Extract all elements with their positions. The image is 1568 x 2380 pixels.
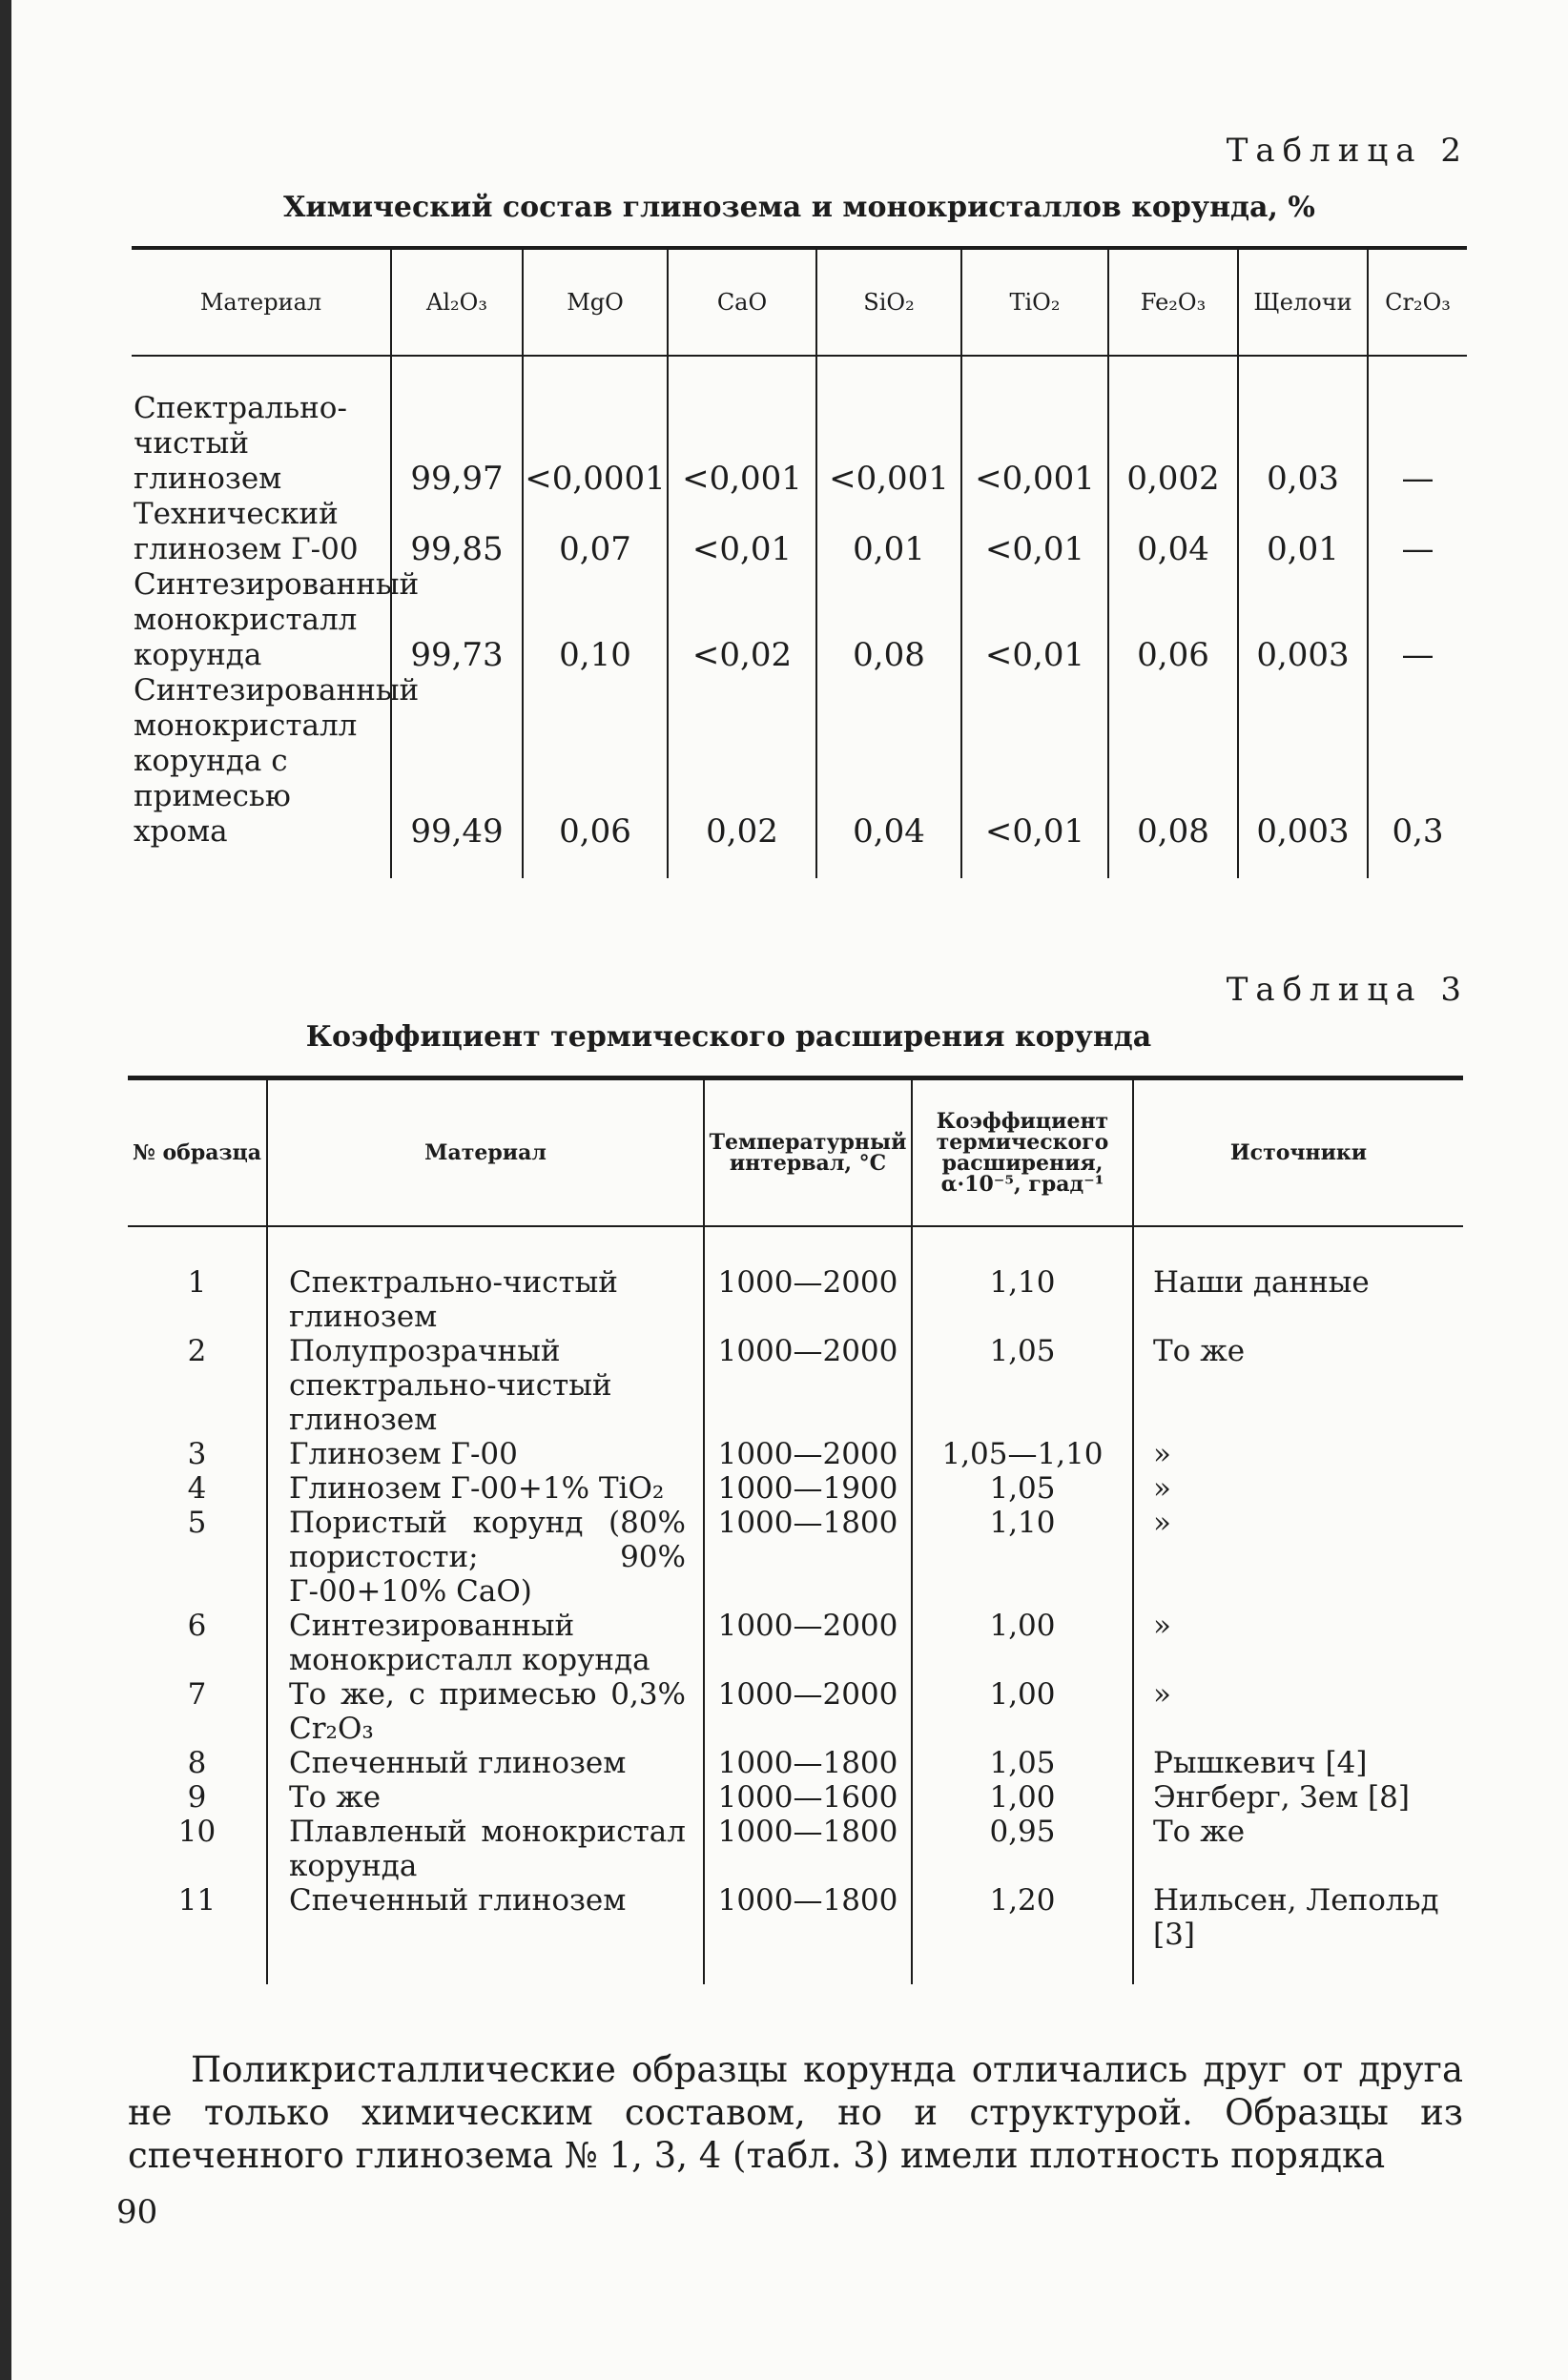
t2-col-al2o3: Al₂O₃: [391, 248, 523, 356]
t3-material: Глинозем Г-00: [267, 1437, 704, 1471]
t3-range: 1000—1600: [704, 1780, 912, 1815]
t3-num: 3: [187, 1437, 207, 1471]
t2-cell: 99,85: [391, 497, 523, 567]
page-binding-edge: [0, 0, 11, 2380]
t2-cell: 0,01: [1238, 497, 1368, 567]
t2-cell: 0,01: [816, 497, 961, 567]
table3-label: Таблица 3: [1226, 971, 1469, 1009]
table3: [128, 1076, 1463, 1984]
t2-cell: 0,08: [1108, 673, 1238, 878]
t2-cell: <0,001: [816, 356, 961, 497]
table-row: [128, 1780, 1463, 1815]
t2-col-sio2: SiO₂: [816, 248, 961, 356]
t3-coef: 1,05—1,10: [912, 1437, 1133, 1471]
t3-range: 1000—1800: [704, 1506, 912, 1609]
t2-cell: 0,06: [523, 673, 668, 878]
t2-cell: 0,003: [1238, 673, 1368, 878]
t3-source: Наши данные: [1133, 1226, 1463, 1334]
t3-source: Нильсен, Лепольд [3]: [1133, 1883, 1463, 1984]
t2-material: Синтезированный монокристалл корунда с примесью хрома: [134, 673, 420, 849]
t2-cell: 0,08: [816, 567, 961, 673]
table-row: [132, 673, 1467, 878]
t2-col-alkali: Щелочи: [1238, 248, 1368, 356]
table-row: [132, 497, 1467, 567]
t2-cell: <0,001: [668, 356, 816, 497]
t3-material: Полупрозрачный спектрально-чистый глинозем: [267, 1334, 704, 1437]
t3-material: Плавленый монокристал корунда: [267, 1815, 704, 1883]
t2-cell: <0,02: [668, 567, 816, 673]
t3-source: »: [1133, 1506, 1463, 1609]
t2-cell: 0,002: [1108, 356, 1238, 497]
t3-coef: 1,20: [912, 1883, 1133, 1984]
t3-num: 11: [177, 1883, 217, 1918]
t3-range: 1000—2000: [704, 1437, 912, 1471]
t3-num: 7: [187, 1677, 207, 1712]
t2-col-mgo: MgO: [523, 248, 668, 356]
t3-source: »: [1133, 1677, 1463, 1746]
t3-col-coef: Коэффициент термического расширения, α·10⁻⁵, град⁻¹: [912, 1078, 1133, 1227]
t2-cell: <0,001: [961, 356, 1108, 497]
t2-cell: 0,07: [523, 497, 668, 567]
t3-range: 1000—1800: [704, 1815, 912, 1883]
t2-cell: —: [1368, 567, 1467, 673]
t3-num: 2: [187, 1334, 207, 1368]
t2-cell: 99,73: [391, 567, 523, 673]
t3-range: 1000—1900: [704, 1471, 912, 1506]
t3-material: То же: [267, 1780, 704, 1815]
t3-range: 1000—2000: [704, 1226, 912, 1334]
t3-col-num: № образца: [128, 1078, 267, 1227]
t2-cell: 99,97: [391, 356, 523, 497]
t2-cell: <0,01: [668, 497, 816, 567]
t3-coef: 1,05: [912, 1471, 1133, 1506]
t3-source: Рышкевич [4]: [1133, 1746, 1463, 1780]
table-row: [128, 1883, 1463, 1984]
t3-material: Глинозем Г-00+1% TiO₂: [267, 1471, 704, 1506]
t3-num: 9: [187, 1780, 207, 1815]
t3-material: Спектрально-чистый глинозем: [267, 1226, 704, 1334]
t3-coef: 1,00: [912, 1677, 1133, 1746]
t3-source: То же: [1133, 1334, 1463, 1437]
table-row: [128, 1506, 1463, 1609]
t2-cell: 0,04: [816, 673, 961, 878]
table2-title: Химический состав глинозема и монокристаллов корунда, %: [283, 191, 1315, 224]
t3-coef: 0,95: [912, 1815, 1133, 1883]
t3-coef: 1,00: [912, 1609, 1133, 1677]
table-row: [128, 1437, 1463, 1471]
t3-material: То же, с примесью 0,3% Cr₂O₃: [267, 1677, 704, 1746]
t2-cell: —: [1368, 356, 1467, 497]
t3-range: 1000—2000: [704, 1609, 912, 1677]
t3-material: Пористый корунд (80% пористости; 90% Г-00+10% CaO): [267, 1506, 704, 1609]
t2-material: Синтезированный монокристалл корунда: [134, 567, 420, 672]
table-row: [128, 1226, 1463, 1334]
t2-col-material: Материал: [132, 248, 391, 356]
t2-material: Технический глинозем Г-00: [134, 497, 359, 566]
t3-source: Энгберг, Зем [8]: [1133, 1780, 1463, 1815]
t3-num: 8: [187, 1746, 207, 1780]
t2-col-tio2: TiO₂: [961, 248, 1108, 356]
table-row: [128, 1609, 1463, 1677]
t3-source: »: [1133, 1609, 1463, 1677]
t2-cell: 0,10: [523, 567, 668, 673]
t3-num: 4: [187, 1471, 207, 1506]
t2-material: Спектрально-чистый глинозем: [134, 391, 347, 496]
t3-range: 1000—2000: [704, 1677, 912, 1746]
page-number: 90: [116, 2193, 158, 2231]
t2-col-cao: CaO: [668, 248, 816, 356]
t3-material: Спеченный глинозем: [267, 1746, 704, 1780]
table2: [132, 246, 1467, 878]
t3-col-range: Температурный интервал, °C: [704, 1078, 912, 1227]
t2-cell: 0,03: [1238, 356, 1368, 497]
t3-num: 6: [187, 1609, 207, 1643]
t3-range: 1000—1800: [704, 1746, 912, 1780]
body-paragraph: Поликристаллические образцы корунда отличались друг от друга не только химическим составом, но и структурой. Образцы из спеченного глинозема № 1, 3, 4 (табл. 3) имели плотность порядка: [128, 2049, 1463, 2176]
t3-coef: 1,00: [912, 1780, 1133, 1815]
t2-cell: <0,0001: [523, 356, 668, 497]
t3-coef: 1,10: [912, 1226, 1133, 1334]
table2-label: Таблица 2: [1226, 132, 1469, 170]
t3-col-material: Материал: [267, 1078, 704, 1227]
table-row: [132, 567, 1467, 673]
table-row: [128, 1815, 1463, 1883]
t2-cell: 99,49: [391, 673, 523, 878]
t3-num: 5: [187, 1506, 207, 1540]
t3-source: »: [1133, 1471, 1463, 1506]
table-row: [128, 1334, 1463, 1437]
t2-cell: 0,06: [1108, 567, 1238, 673]
t2-cell: <0,01: [961, 673, 1108, 878]
t3-num: 1: [187, 1265, 207, 1300]
t3-coef: 1,10: [912, 1506, 1133, 1609]
t2-cell: <0,01: [961, 497, 1108, 567]
t3-coef: 1,05: [912, 1746, 1133, 1780]
t2-cell: 0,04: [1108, 497, 1238, 567]
table-row: [128, 1677, 1463, 1746]
t2-cell: 0,02: [668, 673, 816, 878]
table-row: [128, 1746, 1463, 1780]
t3-range: 1000—2000: [704, 1334, 912, 1437]
t2-cell: —: [1368, 497, 1467, 567]
t2-col-fe2o3: Fe₂O₃: [1108, 248, 1238, 356]
t3-coef: 1,05: [912, 1334, 1133, 1437]
t2-cell: <0,01: [961, 567, 1108, 673]
t2-cell: 0,3: [1368, 673, 1467, 878]
table-row: [132, 356, 1467, 497]
t3-source: »: [1133, 1437, 1463, 1471]
t3-material: Спеченный глинозем: [267, 1883, 704, 1984]
t3-num: 10: [177, 1815, 217, 1849]
t2-col-cr2o3: Cr₂O₃: [1368, 248, 1467, 356]
table3-title: Коэффициент термического расширения корунда: [305, 1020, 1152, 1054]
t3-range: 1000—1800: [704, 1883, 912, 1984]
t3-col-source: Источники: [1133, 1078, 1463, 1227]
t3-material: Синтезированный монокристалл корунда: [267, 1609, 704, 1677]
t2-cell: 0,003: [1238, 567, 1368, 673]
table-row: [128, 1471, 1463, 1506]
t3-source: То же: [1133, 1815, 1463, 1883]
